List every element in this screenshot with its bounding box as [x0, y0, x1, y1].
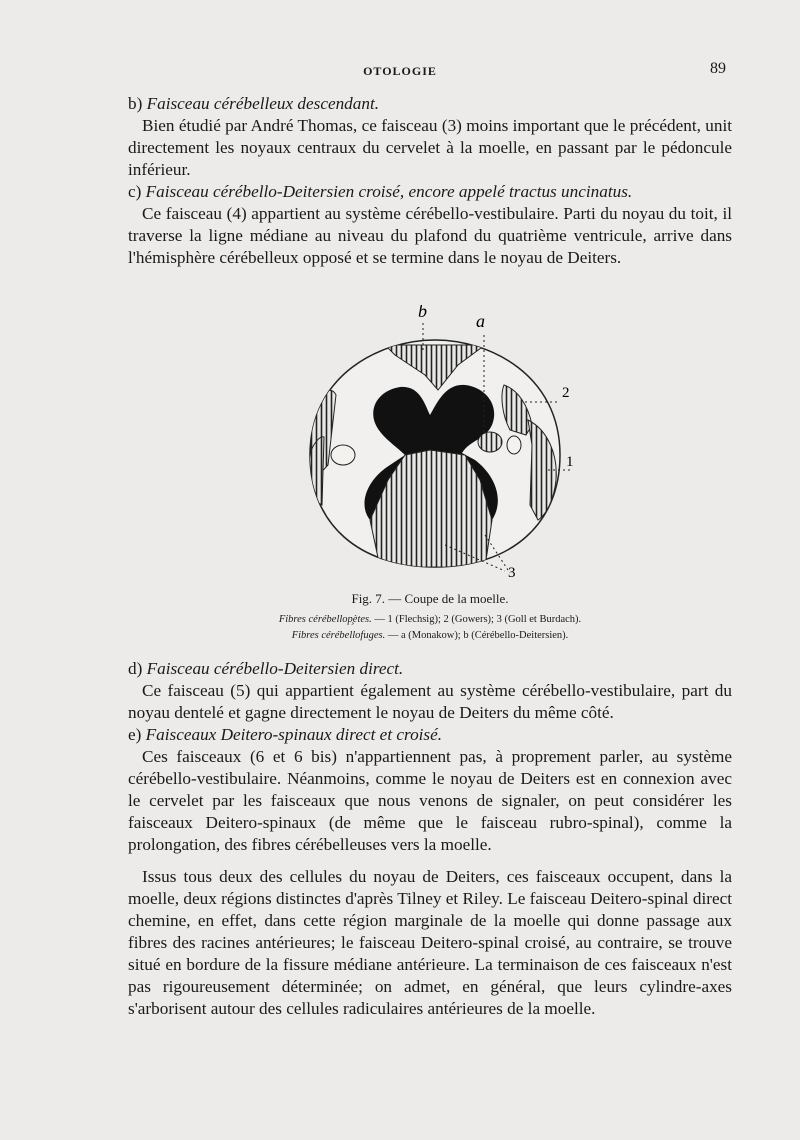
page-number: 89	[710, 60, 726, 77]
text-block-bottom	[128, 658, 732, 1020]
label-3: 3	[508, 565, 516, 581]
nucleus-a	[478, 432, 502, 452]
section-c-body: Ce faisceau (4) appartient au système cérébello-vestibulaire. Parti du noyau du toit, il traverse la ligne médiane au niveau du plafond du quatrième ventricule, arrive dans l'hémisphère cérébelleux opposé et se termine dans le noyau de Deiters.	[128, 204, 732, 267]
white-area-right	[507, 436, 521, 454]
label-a: a	[476, 311, 485, 331]
caption-afferent-list: — 1 (Flechsig); 2 (Gowers); 3 (Goll et Burdach).	[371, 614, 582, 625]
final-paragraph: Issus tous deux des cellules du noyau de Deiters, ces faisceaux occupent, dans la moelle, deux régions distinctes d'après Tilney et Riley. Le faisceau Deitero-spinal direct chemine, en effet, dans cette région marginale de la moelle qui donne passage aux fibres des racines antérieures; le faisceau Deitero-spinal croisé, au contraire, se trouve situé en bordure de la fissure médiane antérieure. La terminaison de ces faisceaux n'est pas rigoureusement déterminée; on admet, en général, que leurs cylindre-axes s'arborisent autour des cellules radiculaires antérieures de la moelle.	[128, 867, 732, 1018]
section-b-title: Faisceau cérébelleux descendant.	[146, 94, 380, 113]
label-1: 1	[566, 454, 574, 470]
section-e-letter: e)	[128, 725, 142, 744]
section-d-body: Ce faisceau (5) qui appartient également au système cérébello-vestibulaire, part du noyau dentelé et gagne directement le noyau de Deiters du même côté.	[128, 681, 732, 722]
caption-afferent-label: Fibres cérébellop̧ètes.	[278, 614, 372, 625]
running-title: OTOLOGIE	[363, 64, 437, 78]
section-e-title: Faisceaux Deitero-spinaux direct et croisé.	[145, 725, 443, 744]
section-c-letter: c)	[128, 182, 142, 201]
section-b-heading	[128, 93, 732, 115]
label-b: b	[418, 305, 427, 321]
section-e-body: Ces faisceaux (6 et 6 bis) n'appartiennent pas, à proprement parler, au système cérébello-vestibulaire. Néanmoins, comme le noyau de Deiters est en connexion avec le cervelet par les faisceaux que nous venons de signaler, on peut considérer les faisceaux Deitero-spinaux (de même que le faisceau rubro-spinal), comme la prolongation, des fibres cérébelleuses vers la moelle.	[128, 747, 732, 854]
section-d-title: Faisceau cérébello-Deitersien direct.	[146, 659, 404, 678]
label-2: 2	[562, 385, 570, 401]
figure-caption-line-2	[128, 630, 732, 641]
section-b-body: Bien étudié par André Thomas, ce faisceau (3) moins important que le précédent, unit directement les noyaux centraux du cervelet à la moelle, en passant par le pédoncule inférieur.	[128, 116, 732, 179]
section-e-heading	[128, 724, 732, 746]
figure-caption-line-1	[128, 614, 732, 625]
section-c-title: Faisceau cérébello-Deitersien croisé, encore appelé tractus uncinatus.	[145, 182, 633, 201]
text-block-top	[128, 93, 732, 269]
caption-efferent-label: Fibres cérébellofuges.	[291, 630, 386, 641]
section-d-heading	[128, 658, 732, 680]
section-c-heading	[128, 181, 732, 203]
caption-efferent-list: — a (Monakow); b (Cérébello-Deitersien).	[385, 630, 569, 641]
section-b-letter: b)	[128, 94, 143, 113]
white-area-left	[331, 445, 355, 465]
figure-caption-title: Fig. 7. — Coupe de la moelle.	[351, 591, 509, 606]
section-d-letter: d)	[128, 659, 143, 678]
spinal-cord-figure	[270, 305, 600, 595]
